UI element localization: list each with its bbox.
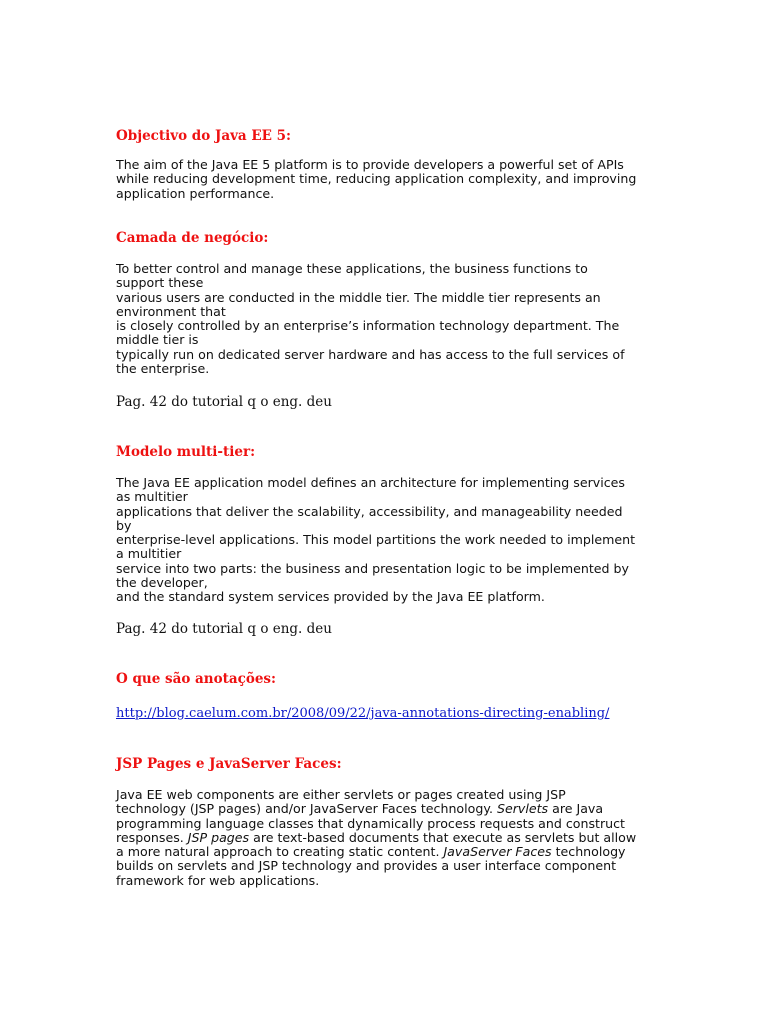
text-line: and the standard system services provided by the Java EE platform. (116, 589, 545, 605)
heading-business-tier: Camada de negócio: (116, 230, 269, 246)
text-line: framework for web applications. (116, 872, 320, 888)
text-line: as multitier (116, 489, 188, 505)
page-reference-note: Pag. 42 do tutorial q o eng. deu (116, 621, 332, 637)
heading-multi-tier: Modelo multi-tier: (116, 444, 256, 460)
text-line: The Java EE application model defines an architecture for implementing services (116, 475, 625, 490)
paragraph-jsp (116, 788, 656, 888)
heading-jsp: JSP Pages e JavaServer Faces: (116, 756, 342, 772)
page-reference-note: Pag. 42 do tutorial q o eng. deu (116, 394, 332, 410)
text-line: while reducing development time, reducing application complexity, and improving (116, 171, 637, 187)
text-line: application performance. (116, 185, 275, 201)
text-line: the developer, (116, 575, 208, 591)
emphasis-javaserver-faces: JavaServer Faces (443, 844, 552, 860)
text-line: by (116, 517, 132, 533)
text-run: technology (551, 844, 626, 860)
paragraph-objective (116, 158, 656, 201)
text-line: enterprise-level applications. This model partitions the work needed to implement (116, 532, 636, 548)
text-line: Java EE web components are either servlets or pages created using JSP (116, 787, 566, 802)
text-line (116, 802, 656, 816)
paragraph-business-tier (116, 262, 656, 376)
emphasis-jsp-pages: JSP pages (187, 829, 250, 845)
text-line: builds on servlets and JSP technology and provides a user interface component (116, 858, 617, 874)
heading-annotations: O que são anotações: (116, 671, 277, 687)
text-line: environment that (116, 303, 226, 319)
text-line: applications that deliver the scalability, accessibility, and manageability needed (116, 503, 623, 519)
emphasis-servlets: Servlets (497, 801, 549, 817)
text-run: are Java (548, 801, 604, 817)
text-line: To better control and manage these applications, the business functions to (116, 261, 588, 276)
text-run: are text-based documents that execute as servlets but allow (249, 829, 637, 845)
annotations-link[interactable]: http://blog.caelum.com.br/2008/09/22/java-annotations-directing-enabling/ (116, 706, 610, 721)
heading-objective: Objectivo do Java EE 5: (116, 128, 292, 144)
text-line (116, 845, 656, 859)
text-line: is closely controlled by an enterprise’s information technology department. The (116, 318, 620, 334)
text-run: technology (JSP pages) and/or JavaServer Faces technology. (116, 801, 497, 817)
text-line: support these (116, 275, 204, 291)
text-line: typically run on dedicated server hardware and has access to the full services of (116, 346, 625, 362)
text-line: service into two parts: the business and presentation logic to be implemented by (116, 560, 629, 576)
text-line: The aim of the Java EE 5 platform is to provide developers a powerful set of APIs (116, 157, 624, 172)
text-run: responses. (116, 829, 188, 845)
text-line: programming language classes that dynamically process requests and construct (116, 815, 625, 831)
text-line: the enterprise. (116, 361, 210, 377)
text-run: a more natural approach to creating static content. (116, 844, 444, 860)
text-line (116, 831, 656, 845)
paragraph-multi-tier (116, 476, 656, 605)
text-line: a multitier (116, 546, 182, 562)
text-line: middle tier is (116, 332, 199, 348)
text-line: various users are conducted in the middle tier. The middle tier represents an (116, 289, 601, 305)
